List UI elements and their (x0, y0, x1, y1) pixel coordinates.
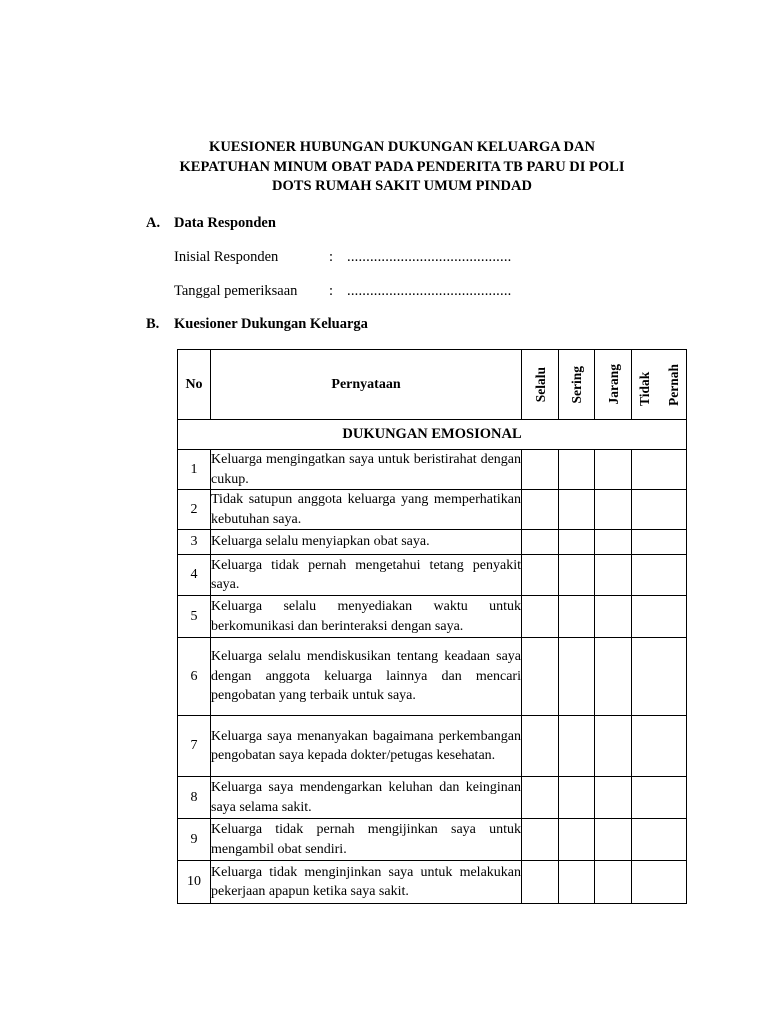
table-row (178, 638, 687, 716)
column-header-no: No (178, 350, 211, 420)
row-number: 9 (178, 819, 211, 861)
section-letter: A. (146, 215, 161, 231)
row-statement: Keluarga tidak menginjinkan saya untuk melakukan pekerjaan apapun ketika saya sakit. (211, 861, 522, 904)
answer-cell-tidak-pernah[interactable] (632, 638, 687, 716)
section-title: Data Responden (174, 215, 276, 231)
row-number: 5 (178, 596, 211, 638)
answer-cell-jarang[interactable] (595, 819, 632, 861)
answer-cell-selalu[interactable] (522, 450, 559, 490)
row-number: 3 (178, 530, 211, 555)
row-statement: Keluarga saya mendengarkan keluhan dan keinginan saya selama sakit. (211, 777, 522, 819)
answer-cell-tidak-pernah[interactable] (632, 777, 687, 819)
answer-cell-jarang[interactable] (595, 777, 632, 819)
answer-cell-tidak-pernah[interactable] (632, 596, 687, 638)
table-row (178, 490, 687, 530)
section-title: Kuesioner Dukungan Keluarga (174, 316, 368, 332)
field-label: Tanggal pemeriksaan (174, 283, 298, 299)
table-row (178, 716, 687, 777)
row-statement: Keluarga selalu mendiskusikan tentang keadaan saya dengan anggota keluarga lainnya dan mencari pengobatan yang terbaik untuk saya. (211, 638, 522, 716)
answer-cell-selalu[interactable] (522, 638, 559, 716)
option-label-line: Tidak (637, 371, 652, 406)
table-row (178, 861, 687, 904)
option-label: Jarang (605, 364, 621, 405)
answer-cell-selalu[interactable] (522, 530, 559, 555)
row-statement: Keluarga tidak pernah mengetahui tetang penyakit saya. (211, 555, 522, 596)
answer-cell-selalu[interactable] (522, 490, 559, 530)
row-statement: Keluarga saya menanyakan bagaimana perkembangan pengobatan saya kepada dokter/petugas kesehatan. (211, 716, 522, 777)
answer-cell-sering[interactable] (559, 530, 595, 555)
row-statement: Keluarga mengingatkan saya untuk beristirahat dengan cukup. (211, 450, 522, 490)
section-b-heading (146, 316, 368, 333)
questionnaire-title (130, 138, 674, 197)
answer-cell-tidak-pernah[interactable] (632, 450, 687, 490)
title-line: KEPATUHAN MINUM OBAT PADA PENDERITA TB PARU DI POLI (179, 158, 625, 175)
column-header-statement: Pernyataan (211, 350, 522, 420)
answer-cell-sering[interactable] (559, 777, 595, 819)
title-line: KUESIONER HUBUNGAN DUKUNGAN KELUARGA DAN (209, 139, 595, 155)
answer-cell-tidak-pernah[interactable] (632, 716, 687, 777)
questionnaire-table (177, 349, 687, 904)
answer-cell-jarang[interactable] (595, 638, 632, 716)
answer-cell-sering[interactable] (559, 555, 595, 596)
table-row (178, 555, 687, 596)
answer-cell-selalu[interactable] (522, 861, 559, 904)
row-number: 4 (178, 555, 211, 596)
answer-cell-selalu[interactable] (522, 716, 559, 777)
table-row (178, 450, 687, 490)
subheading-row (178, 420, 687, 450)
answer-cell-tidak-pernah[interactable] (632, 530, 687, 555)
answer-cell-jarang[interactable] (595, 450, 632, 490)
answer-cell-selalu[interactable] (522, 777, 559, 819)
answer-cell-jarang[interactable] (595, 530, 632, 555)
row-number: 2 (178, 490, 211, 530)
option-label: Sering (569, 365, 584, 404)
row-number: 10 (178, 861, 211, 904)
row-number: 8 (178, 777, 211, 819)
answer-cell-sering[interactable] (559, 861, 595, 904)
answer-cell-sering[interactable] (559, 638, 595, 716)
answer-cell-jarang[interactable] (595, 861, 632, 904)
title-line: DOTS RUMAH SAKIT UMUM PINDAD (272, 178, 532, 194)
answer-cell-tidak-pernah[interactable] (632, 555, 687, 596)
row-statement: Keluarga selalu menyediakan waktu untuk berkomunikasi dan berinteraksi dengan saya. (211, 596, 522, 638)
column-header-selalu (522, 350, 559, 420)
row-number: 7 (178, 716, 211, 777)
field-blank[interactable]: ........................................... (347, 283, 512, 299)
section-letter: B. (146, 316, 160, 332)
answer-cell-selalu[interactable] (522, 555, 559, 596)
row-number: 1 (178, 450, 211, 490)
table-header-row (178, 350, 687, 420)
row-statement: Tidak satupun anggota keluarga yang memperhatikan kebutuhan saya. (211, 490, 522, 530)
column-header-jarang (595, 350, 632, 420)
field-colon: : (329, 249, 334, 265)
answer-cell-tidak-pernah[interactable] (632, 861, 687, 904)
column-header-tidak-pernah (632, 350, 687, 420)
answer-cell-sering[interactable] (559, 450, 595, 490)
row-statement: Keluarga tidak pernah mengijinkan saya untuk mengambil obat sendiri. (211, 819, 522, 861)
field-blank[interactable]: ........................................... (347, 249, 512, 265)
row-statement: Keluarga selalu menyiapkan obat saya. (211, 530, 522, 555)
answer-cell-tidak-pernah[interactable] (632, 819, 687, 861)
answer-cell-selalu[interactable] (522, 819, 559, 861)
row-number: 6 (178, 638, 211, 716)
answer-cell-jarang[interactable] (595, 596, 632, 638)
section-a-heading (146, 215, 276, 232)
answer-cell-jarang[interactable] (595, 490, 632, 530)
subheading-dukungan-emosional: DUKUNGAN EMOSIONAL (178, 420, 687, 450)
table-row (178, 530, 687, 555)
table-row (178, 819, 687, 861)
table-row (178, 777, 687, 819)
answer-cell-jarang[interactable] (595, 716, 632, 777)
field-label: Inisial Responden (174, 249, 279, 265)
option-label-line: Pernah (666, 363, 681, 406)
column-header-sering (559, 350, 595, 420)
field-colon: : (329, 283, 334, 299)
answer-cell-selalu[interactable] (522, 596, 559, 638)
answer-cell-jarang[interactable] (595, 555, 632, 596)
answer-cell-sering[interactable] (559, 596, 595, 638)
option-label: Selalu (532, 366, 548, 403)
answer-cell-sering[interactable] (559, 490, 595, 530)
answer-cell-tidak-pernah[interactable] (632, 490, 687, 530)
answer-cell-sering[interactable] (559, 819, 595, 861)
answer-cell-sering[interactable] (559, 716, 595, 777)
table-row (178, 596, 687, 638)
